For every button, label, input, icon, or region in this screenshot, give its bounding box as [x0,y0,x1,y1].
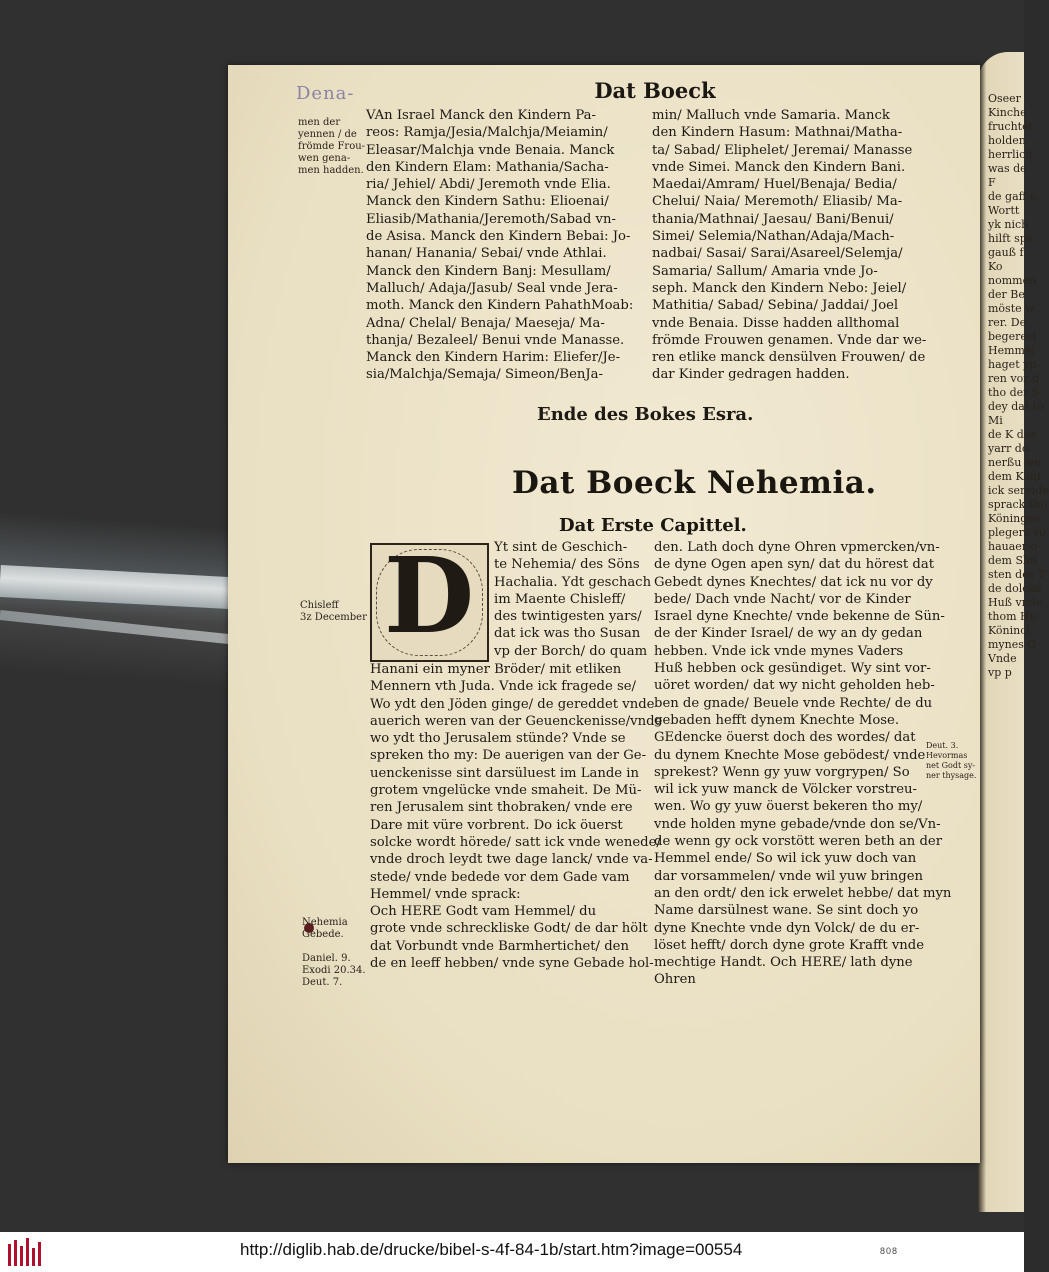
text-line: dar vorsammelen/ vnde wil yuw bringen [654,868,924,884]
text-line: dyne Knechte vnde dyn Volck/ de du er- [654,920,920,936]
facing-page-fragment: F [988,176,996,189]
margin-line: frömde Frou- [298,141,366,152]
facing-page-fragment: thom Hu [988,610,1037,623]
text-line: dat ick was tho Susan [494,626,641,642]
text-line: vp der Borch/ do quam [494,643,648,659]
page-code: 808 [880,1246,899,1256]
text-line: sprekest? Wenn gy yuw vorgrypen/ So [654,764,910,780]
text-line: Wo ydt den Jöden ginge/ de gereddet vnde [370,696,655,712]
text-line: VAn Israel Manck den Kindern Pa- [366,108,596,123]
margin-line: Hevormas [926,751,968,760]
text-line: vnde Simei. Manck den Kindern Bani. [652,159,906,175]
text-line: Samaria/ Sallum/ Amaria vnde Jo- [652,263,878,279]
text-line: Hanani ein myner Bröder/ mit etliken [370,662,622,677]
text-line: hanan/ Hanania/ Sebai/ vnde Athlai. [366,246,607,262]
facing-page-edge [978,52,1049,1212]
facing-page-fragment: Mi [988,414,1003,427]
text-line: ta/ Sabad/ Eliphelet/ Jeremai/ Manasse [652,142,913,158]
text-line: uöret worden/ dat wy nicht geholden heb- [654,678,935,694]
text-line: grotem vngelücke vnde smaheit. De Mü- [370,783,642,799]
book-title: Dat Boeck Nehemia. [512,465,877,501]
margin-line: Deut. 7. [302,977,343,988]
facing-page-fragment: yarr do [988,442,1029,455]
facing-page-fragment: hauaer o [988,540,1038,553]
text-line: sia/Malchja/Semaja/ Simeon/BenJa- [366,367,603,383]
margin-line: net Godt sy- [926,761,976,770]
text-line: de Asisa. Manck den Kindern Bebai: Jo- [366,229,631,245]
text-line: du dynem Knechte Mose gebödest/ vnde [654,747,926,763]
text-line: dat Vorbundt vnde Barmhertichet/ den [370,938,629,954]
text-line: bede/ Dach vnde Nacht/ vor de Kinder [654,591,911,607]
facing-page-fragment: Vnde [988,652,1017,665]
facing-page-fragment: der Be [988,288,1025,301]
facing-page-fragment: ren vor d [988,372,1039,385]
text-line: Mathitia/ Sabad/ Sebina/ Jaddai/ Joel [652,298,899,314]
facing-page-fragment: sten des T [988,568,1046,581]
marginal-decoration: Dena- [296,83,355,104]
facing-page-fragment: dem Slot [988,554,1038,567]
facing-page-fragment: dey dat to [988,400,1044,413]
text-line: an den ordt/ den ick erwelet hebbe/ dat myn [654,885,952,901]
text-line: mechtige Handt. Och HERE/ lath dyne [654,955,913,971]
text-line: spreken tho my: De auerigen van der Ge- [370,748,647,764]
decorated-initial [370,534,489,662]
facing-page-fragment: Oseer [988,92,1021,105]
text-line: Chelui/ Naia/ Meremoth/ Eliasib/ Ma- [652,194,903,210]
facing-page-fragment: gauß f [988,246,1024,259]
text-line: Och HERE Godt vam Hemmel/ du [370,904,597,920]
column-top-left [366,107,651,384]
text-line: den. Lath doch dyne Ohren vpmercken/vn- [654,540,940,555]
text-line: thania/Mathnai/ Jaesau/ Bani/Benui/ [652,211,894,227]
text-line: vnde Benaia. Disse hadden allthomal [652,315,900,331]
text-line: min/ Malluch vnde Samaria. Manck [652,108,890,123]
text-line: Maedai/Amram/ Huel/Benaja/ Bedia/ [652,177,897,193]
text-line: seph. Manck den Kindern Nebo: Jeiel/ [652,280,907,296]
text-line: Mennern vth Juda. Vnde ick fragede se/ [370,679,636,695]
text-line: Eliasib/Mathania/Jeremoth/Sabad vn- [366,211,616,227]
facing-page-fragment: vp p [988,666,1012,679]
margin-line: Chisleff [300,600,339,611]
text-line: GEdencke öuerst doch des wordes/ dat [654,730,916,746]
facing-page-fragment: haget yp [988,358,1037,371]
margin-line: 3z December [300,612,367,623]
text-line: Gebedt dynes Knechtes/ dat ick nu vor dy [654,574,933,590]
text-line: thanja/ Bezaleel/ Benui vnde Manasse. [366,332,625,348]
text-line: Israel dyne Knechte/ vnde bekenne de Sün- [654,609,945,625]
text-line: Hachalia. Ydt geschach [494,574,652,590]
text-line: löset hefft/ dorch dyne grote Krafft vnde [654,937,925,953]
facing-page-fragment: yk nich [988,218,1029,231]
margin-line: Exodi 20.34. [302,965,366,976]
text-line: Eleasar/Malchja vnde Benaia. Manck [366,142,615,158]
margin-note-deut [926,741,976,781]
facing-page-fragment: Wortt [988,204,1020,217]
text-line: Name darsülnest wane. Se sint doch yo [654,903,919,919]
chapter-title: Dat Erste Capittel. [559,515,747,536]
column-top-right [652,107,942,384]
facing-page-fragment: de gaff e [988,190,1037,203]
text-line: ria/ Jehiel/ Abdi/ Jeremoth vnde Elia. [366,177,611,193]
margin-line: men der [298,117,341,128]
text-line: Manck den Kindern Sathu: Elioenai/ [366,194,609,210]
text-line: Ohren [654,972,696,988]
text-line: grote vnde schreckliske Godt/ de dar hölt [370,921,648,937]
text-line: ren etlike manck densülven Frouwen/ de [652,350,926,366]
text-line: moth. Manck den Kindern PahathMoab: [366,298,634,314]
text-line: de en leeff hebben/ vnde syne Gebade hol- [370,956,654,972]
text-line: de dyne Ogen apen syn/ dat du hörest dat [654,557,935,573]
facing-page-fragment: holden [988,134,1026,147]
margin-note-references [302,953,366,989]
text-line: Manck den Kindern Harim: Eliefer/Je- [366,350,621,366]
source-url[interactable]: http://diglib.hab.de/drucke/bibel-s-4f-84-1b/start.htm?image=00554 [240,1240,743,1259]
facing-page-fragment: tho der S [988,386,1040,399]
margin-note-foreign-wives [298,117,365,177]
text-line: stede/ vnde bedede vor dem Gade vam [370,869,630,885]
text-line: wen. Wo gy yuw öuerst bekeren tho my/ [654,799,923,815]
facing-page-fragment: de dolcke [988,582,1042,595]
facing-page-fragment: de K des [988,428,1036,441]
text-line: reos: Ramja/Jesia/Malchja/Meiamin/ [366,125,608,141]
text-line: ben de gnade/ Beuele vnde Rechte/ de du [654,695,933,711]
text-line: den Kindern Hasum: Mathnai/Matha- [652,125,903,141]
text-line: Malluch/ Adaja/Jasub/ Seal vnde Jera- [366,280,618,296]
text-line: vnde holden myne gebade/vnde don se/Vn- [654,816,941,832]
library-logo-icon [8,1238,48,1266]
facing-page-fragment: möste w [988,302,1035,315]
text-line: gebaden hefft dynem Knechte Mose. [654,712,900,728]
margin-note-chisleff [300,600,367,624]
facing-page-fragment: mynes G [988,638,1037,651]
initial-letter: D [384,534,475,657]
text-line: de der Kinder Israel/ de wy an dy gedan [654,626,923,642]
text-line: vnde droch leydt twe dage lanck/ vnde va- [370,852,653,868]
margin-line: men hadden. [298,165,364,176]
text-line: Hemmel/ vnde sprack: [370,886,521,902]
text-line: dar Kinder gedragen hadden. [652,367,850,383]
text-line: uenckenisse sint darsüluest im Lande in [370,765,640,781]
facing-page-fragment: rer. De [988,316,1027,329]
margin-line: Daniel. 9. [302,953,351,964]
text-line: Huß hebben ock gesündiget. Wy sint vor- [654,661,931,677]
facing-page-fragment: fruchtet [988,120,1034,133]
column-left [370,661,663,972]
text-line: hebben. Vnde ick vnde mynes Vaders [654,643,904,659]
facing-page-fragment: nommen [988,274,1037,287]
margin-note-gebede [302,917,348,941]
text-line: Manck den Kindern Banj: Mesullam/ [366,263,611,279]
facing-page-fragment: ick sereide [988,484,1049,497]
facing-page-fragment: hilft spe [988,232,1034,245]
facing-page-fragment: Hemmel [988,344,1035,357]
facing-page-fragment: Kinche [988,106,1027,119]
text-line: frömde Frouwen genamen. Vnde dar we- [652,332,927,348]
facing-page-fragment: herrlich [988,148,1033,161]
margin-line: Nehemia [302,917,348,928]
facing-page-fragment: nerßu wo [988,456,1041,469]
facing-page-fragment: begerest [988,330,1037,343]
margin-line: yennen / de [298,129,357,140]
facing-page-fragment: Huß vnde [988,596,1043,609]
facing-page-fragment: Könincl [988,624,1030,637]
margin-line: Deut. 3. [926,741,959,750]
book-page [228,65,980,1163]
text-line: Hemmel ende/ So wil ick yuw doch van [654,851,917,867]
facing-page-fragment: dem Köni [988,470,1041,483]
facing-page-fragment: Köninges [988,512,1040,525]
text-line: solcke wordt hörede/ satt ick vnde wenede/ [370,834,661,850]
margin-line: Gebede. [302,929,344,940]
text-line: de wenn gy ock vorstött weren beth an der [654,834,943,850]
facing-page-fragment: sprack tho [988,498,1047,511]
end-of-book-ezra: Ende des Bokes Esra. [537,404,754,425]
text-line: wil ick yuw manck de Völcker vorstreu- [654,782,917,798]
text-line: Simei/ Selemia/Nathan/Adaja/Mach- [652,229,895,245]
text-line: im Maente Chisleff/ [494,591,626,607]
facing-page-fragment: plegers vo [988,526,1046,539]
text-line: te Nehemia/ des Söns [494,557,640,573]
text-line: Adna/ Chelal/ Benaja/ Maeseja/ Ma- [366,315,605,331]
text-line: auerich weren van der Geuenckenisse/vnde [370,713,663,729]
margin-line: ner thysage. [926,771,977,780]
text-line: des twintigesten yars/ [494,609,642,625]
text-line: Dare mit vüre vorbrent. Do ick öuerst [370,817,623,833]
running-head: Dat Boeck [594,78,716,103]
column-left-beside-initial [494,539,654,660]
text-line: Yt sint de Geschich- [494,540,628,555]
text-line: ren Jerusalem sint thobraken/ vnde ere [370,800,633,816]
text-line: wo ydt tho Jerusalem stünde? Vnde se [370,731,626,747]
text-line: den Kindern Elam: Mathania/Sacha- [366,159,609,175]
facing-page-fragment: was de [988,162,1027,175]
facing-page-fragment: Ko [988,260,1003,273]
margin-line: wen gena- [298,153,351,164]
text-line: nadbai/ Sasai/ Sarai/Asareel/Selemja/ [652,246,903,262]
